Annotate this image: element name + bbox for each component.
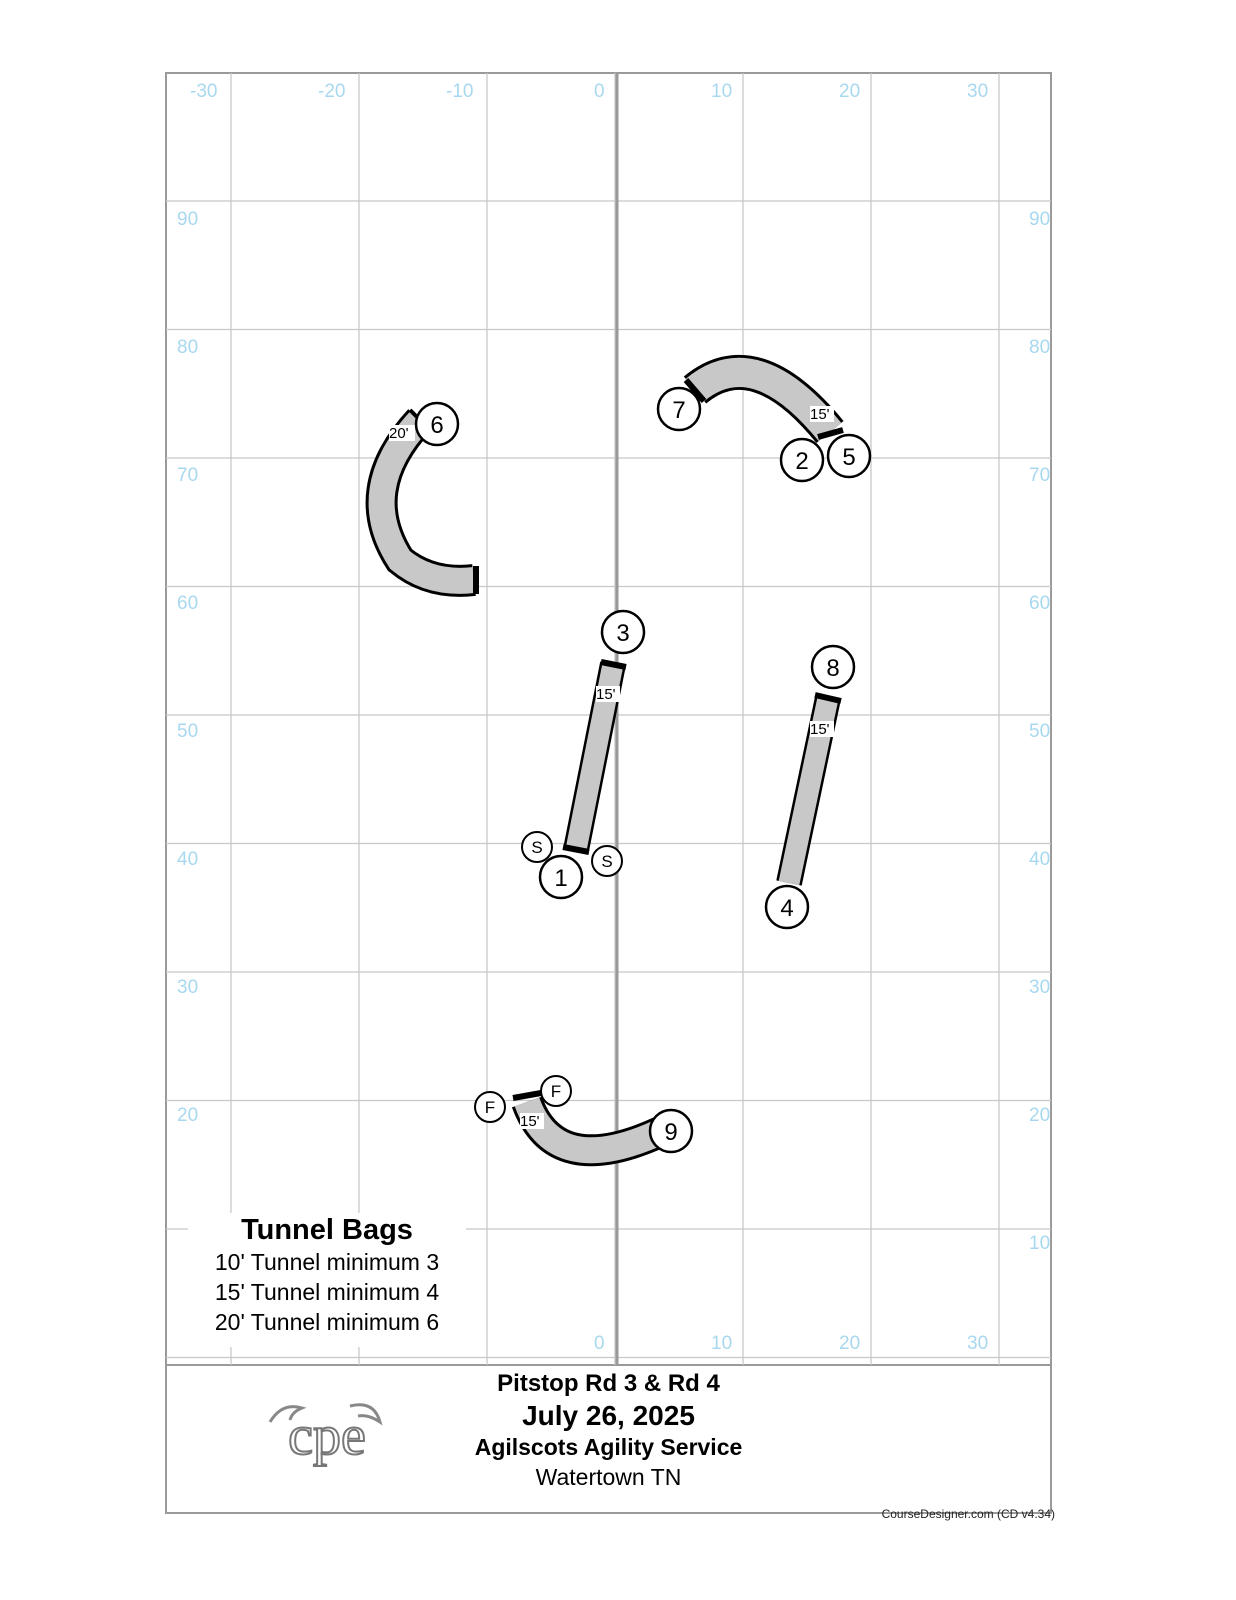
axis-label-x: -30	[190, 81, 218, 102]
axis-label-x: 20	[839, 1333, 861, 1354]
axis-label-y: 20	[177, 1105, 199, 1126]
tunnel-7-2	[686, 372, 843, 437]
finish-marker-label: F	[550, 1082, 562, 1101]
finish-marker-left	[475, 1092, 505, 1122]
event-location: Watertown TN	[535, 1464, 682, 1490]
obstacle-number-9	[650, 1110, 692, 1152]
start-marker-label: S	[601, 852, 613, 871]
start-marker-left	[522, 832, 552, 862]
axis-label-y: 70	[177, 465, 199, 486]
axis-label-y: 30	[177, 977, 199, 998]
tunnel-9-finish	[513, 1093, 660, 1150]
obstacle-number-label: 3	[616, 620, 630, 647]
axis-label-x: 20	[839, 81, 861, 102]
axis-label-y: 50	[1029, 721, 1051, 742]
obstacle-number-3	[602, 611, 644, 653]
tunnels	[382, 372, 843, 1150]
event-title: Pitstop Rd 3 & Rd 4	[497, 1370, 720, 1397]
obstacle-number-6	[416, 403, 458, 445]
obstacle-number-5	[828, 435, 870, 477]
legend-line: 15' Tunnel minimum 4	[214, 1279, 440, 1305]
axis-label-y: 20	[1029, 1105, 1051, 1126]
axis-label-y: 30	[1029, 977, 1051, 998]
legend-line: 10' Tunnel minimum 3	[214, 1249, 440, 1275]
start-marker-right	[592, 846, 622, 876]
axis-label-y: 10	[1029, 1233, 1051, 1254]
legend-line: 20' Tunnel minimum 6	[214, 1309, 440, 1335]
axis-label-x: 0	[594, 81, 605, 102]
finish-marker-label: F	[484, 1098, 496, 1117]
axis-label-x: -10	[446, 81, 474, 102]
event-date: July 26, 2025	[522, 1400, 695, 1431]
legend-title: Tunnel Bags	[241, 1214, 413, 1246]
start-marker-label: S	[531, 838, 543, 857]
obstacle-number-label: 8	[826, 655, 840, 682]
obstacle-number-1	[540, 856, 582, 898]
tunnel-length-label: 15'	[810, 721, 830, 738]
axis-label-y: 50	[177, 721, 199, 742]
obstacle-number-4	[766, 886, 808, 928]
axis-label-y: 90	[177, 209, 199, 230]
axis-label-x: -20	[318, 81, 346, 102]
tunnel-length-label: 15'	[810, 406, 830, 423]
axis-label-y: 40	[177, 849, 199, 870]
axis-label-y: 80	[1029, 337, 1051, 358]
axis-label-y: 40	[1029, 849, 1051, 870]
tunnel-length-label: 15'	[596, 686, 616, 703]
tunnel-bags-legend	[188, 1213, 466, 1347]
club-name: Agilscots Agility Service	[474, 1434, 743, 1460]
obstacle-number-label: 9	[664, 1119, 678, 1146]
top-x-axis-labels	[190, 81, 988, 102]
obstacle-number-7	[658, 388, 700, 430]
axis-label-y: 90	[1029, 209, 1051, 230]
axis-label-x: 30	[967, 1333, 989, 1354]
axis-label-y: 80	[177, 337, 199, 358]
bottom-x-axis-labels	[594, 1333, 988, 1354]
left-y-axis-labels	[177, 209, 198, 1126]
finish-marker-right	[541, 1076, 571, 1106]
axis-label-y: 70	[1029, 465, 1051, 486]
obstacle-number-label: 7	[672, 397, 686, 424]
obstacle-number-label: 4	[780, 895, 794, 922]
software-credit: CourseDesigner.com (CD v4.34)	[881, 1507, 1055, 1521]
obstacle-number-8	[812, 646, 854, 688]
tunnel-length-label: 20'	[389, 425, 409, 442]
right-y-axis-labels	[1029, 209, 1050, 1254]
obstacle-number-label: 1	[554, 865, 568, 892]
axis-label-x: 30	[967, 81, 989, 102]
obstacle-number-label: 5	[842, 444, 856, 471]
course-info-footer	[166, 1368, 1051, 1491]
tunnel-8-4	[789, 695, 841, 883]
logo-text: cpe	[288, 1405, 366, 1467]
axis-label-x: 10	[711, 81, 733, 102]
axis-label-x: 10	[711, 1333, 733, 1354]
obstacle-number-label: 6	[430, 412, 444, 439]
axis-label-y: 60	[1029, 593, 1051, 614]
axis-label-y: 60	[177, 593, 199, 614]
obstacle-number-2	[781, 439, 823, 481]
axis-label-x: 0	[594, 1333, 605, 1354]
obstacle-number-label: 2	[795, 448, 809, 475]
tunnel-length-label: 15'	[520, 1113, 540, 1130]
